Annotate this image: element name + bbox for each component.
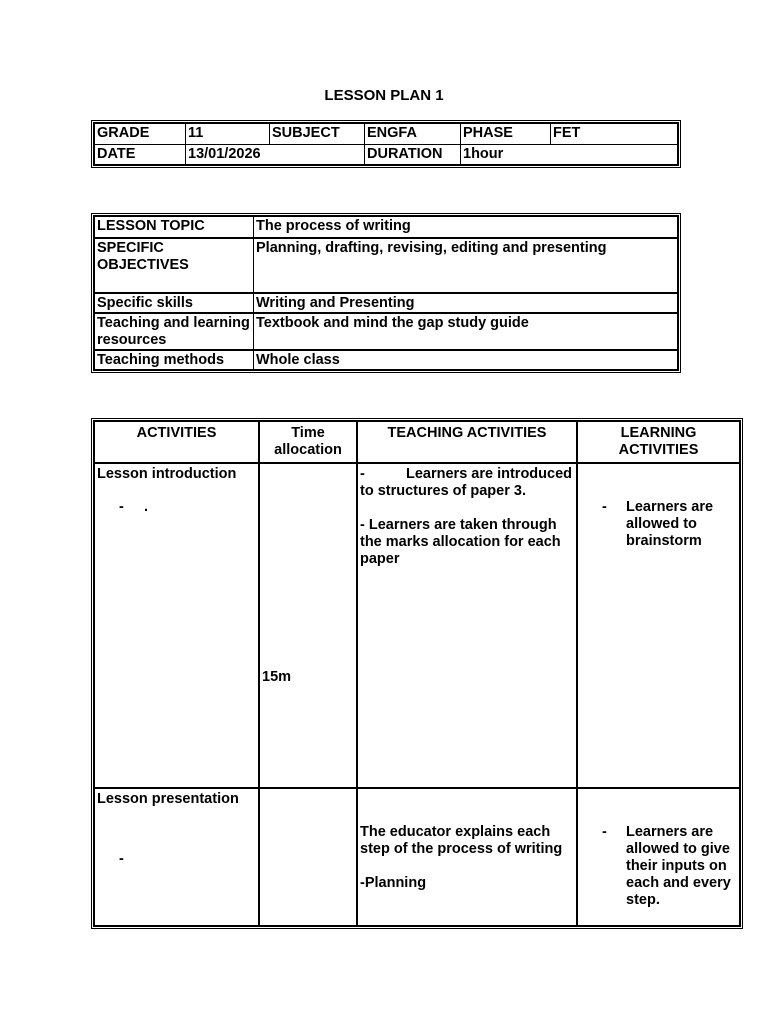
teaching-methods-label: Teaching methods	[95, 349, 253, 369]
resources-value: Textbook and mind the gap study guide	[253, 312, 677, 349]
teaching-activity-2: - Learners are taken through the marks allocation for each paper	[360, 517, 561, 567]
learning-bullet: -	[602, 824, 607, 840]
teaching-activity-2: -Planning	[360, 875, 427, 891]
col-header-teaching: TEACHING ACTIVITIES	[356, 422, 576, 462]
table-row	[95, 462, 739, 787]
specific-objectives-value: Planning, drafting, revising, editing and presenting	[253, 237, 677, 292]
date-value: 13/01/2026	[185, 144, 364, 164]
time-allocation: 15m	[262, 669, 292, 685]
teaching-activity-1: The educator explains each step of the process of writing	[360, 824, 563, 857]
specific-objectives-label: SPECIFIC OBJECTIVES	[95, 237, 253, 292]
col-header-activities: ACTIVITIES	[136, 425, 217, 441]
lesson-details-table	[93, 215, 679, 371]
activity-label: Lesson introduction	[97, 466, 237, 482]
teaching-activity-1	[360, 466, 574, 500]
phase-label: PHASE	[460, 124, 550, 144]
activity-bullet: - .	[119, 499, 148, 515]
learning-activity-text: Learners are allowed to brainstorm	[626, 499, 714, 549]
activity-label: Lesson presentation	[97, 791, 239, 807]
specific-skills-label: Specific skills	[95, 292, 253, 312]
teaching-activity-1-text: Learners are introduced to structures of paper 3.	[360, 466, 572, 499]
subject-label: SUBJECT	[269, 124, 364, 144]
grade-value: 11	[185, 124, 269, 144]
subject-value: ENGFA	[364, 124, 460, 144]
duration-value: 1hour	[460, 144, 677, 164]
col-header-learning: LEARNING ACTIVITIES	[576, 422, 739, 462]
learning-activity-text: Learners are allowed to give their inputs on each and every step.	[626, 824, 731, 908]
activities-table	[93, 420, 741, 927]
teaching-methods-value: Whole class	[253, 349, 677, 369]
teaching-dash: -	[360, 466, 365, 482]
duration-label: DURATION	[364, 144, 460, 164]
learning-activity	[580, 499, 737, 550]
activity-bullet: -	[119, 851, 124, 867]
phase-value: FET	[550, 124, 677, 144]
learning-activity	[580, 824, 737, 909]
header-info-table	[93, 122, 679, 166]
grade-label: GRADE	[97, 125, 150, 141]
table-row	[95, 787, 739, 925]
lesson-topic-value: The process of writing	[253, 217, 677, 237]
page-title: LESSON PLAN 1	[324, 87, 444, 104]
lesson-topic-label: LESSON TOPIC	[97, 218, 205, 234]
learning-bullet: -	[602, 499, 607, 515]
specific-skills-value: Writing and Presenting	[253, 292, 677, 312]
date-label: DATE	[95, 144, 185, 164]
resources-label: Teaching and learning resources	[95, 312, 253, 349]
col-header-time: Time allocation	[258, 422, 356, 462]
